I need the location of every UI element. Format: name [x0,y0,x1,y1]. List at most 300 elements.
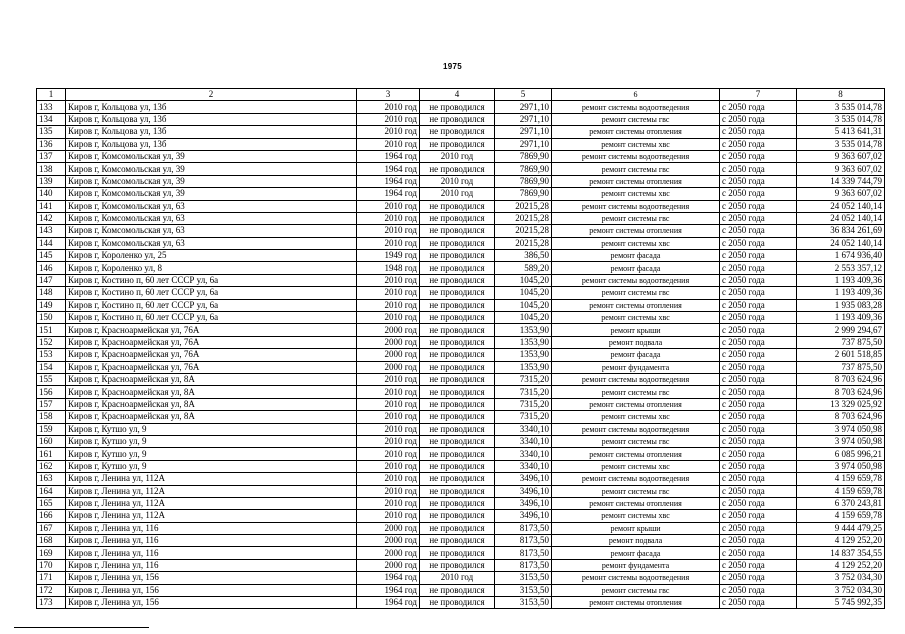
row-number: 145 [37,250,66,262]
table-row [37,287,885,299]
last-repair-cell: не проводился [420,312,495,324]
cost-cell: 6 370 243,81 [797,497,885,509]
row-number: 143 [37,225,66,237]
row-number: 159 [37,423,66,435]
last-repair-cell: не проводился [420,448,495,460]
work-type-cell: ремонт системы водоотведения [552,423,720,435]
cost-cell: 9 363 607,02 [797,150,885,162]
row-number: 154 [37,361,66,373]
build-year-cell: 2010 год [357,225,420,237]
cost-cell: 737 875,50 [797,361,885,373]
area-cell: 3153,50 [495,572,552,584]
work-type-cell: ремонт системы отопления [552,225,720,237]
last-repair-cell: не проводился [420,510,495,522]
area-cell: 1353,90 [495,324,552,336]
address-cell: Киров г, Ленина ул, 116 [66,522,357,534]
column-header-6: 6 [552,89,720,101]
area-cell: 2971,10 [495,101,552,113]
table-row [37,138,885,150]
build-year-cell: 2010 год [357,237,420,249]
area-cell: 3340,10 [495,423,552,435]
area-cell: 3340,10 [495,460,552,472]
build-year-cell: 2000 год [357,535,420,547]
work-type-cell: ремонт системы отопления [552,497,720,509]
address-cell: Киров г, Кольцова ул, 13б [66,113,357,125]
cost-cell: 737 875,50 [797,336,885,348]
planned-period-cell: с 2050 года [720,138,797,150]
row-number: 142 [37,212,66,224]
build-year-cell: 2010 год [357,448,420,460]
table-row [37,200,885,212]
last-repair-cell: не проводился [420,200,495,212]
table-row [37,250,885,262]
area-cell: 1045,20 [495,299,552,311]
planned-period-cell: с 2050 года [720,150,797,162]
cost-cell: 1 193 409,36 [797,287,885,299]
cost-cell: 9 363 607,02 [797,163,885,175]
row-number: 162 [37,460,66,472]
page-number: 1975 [443,62,462,71]
planned-period-cell: с 2050 года [720,250,797,262]
planned-period-cell: с 2050 года [720,547,797,559]
area-cell: 3153,50 [495,584,552,596]
area-cell: 3153,50 [495,597,552,609]
area-cell: 2971,10 [495,138,552,150]
planned-period-cell: с 2050 года [720,200,797,212]
cost-cell: 2 999 294,67 [797,324,885,336]
address-cell: Киров г, Кутшо ул, 9 [66,423,357,435]
last-repair-cell: не проводился [420,597,495,609]
cost-cell: 4 129 252,20 [797,535,885,547]
row-number: 167 [37,522,66,534]
column-header-7: 7 [720,89,797,101]
row-number: 157 [37,398,66,410]
row-number: 173 [37,597,66,609]
planned-period-cell: с 2050 года [720,336,797,348]
work-type-cell: ремонт системы водоотведения [552,473,720,485]
build-year-cell: 1964 год [357,584,420,596]
last-repair-cell: не проводился [420,324,495,336]
header-row [37,89,885,101]
address-cell: Киров г, Красноармейская ул, 8А [66,398,357,410]
planned-period-cell: с 2050 года [720,101,797,113]
work-type-cell: ремонт системы хвс [552,460,720,472]
table-row [37,423,885,435]
table-row [37,584,885,596]
last-repair-cell: не проводился [420,237,495,249]
area-cell: 8173,50 [495,547,552,559]
work-type-cell: ремонт системы гвс [552,584,720,596]
area-cell: 7869,90 [495,163,552,175]
area-cell: 20215,28 [495,225,552,237]
build-year-cell: 2000 год [357,522,420,534]
build-year-cell: 2000 год [357,547,420,559]
cost-cell: 5 745 992,35 [797,597,885,609]
footer-divider [14,627,149,628]
planned-period-cell: с 2050 года [720,163,797,175]
last-repair-cell: не проводился [420,113,495,125]
work-type-cell: ремонт фундамента [552,559,720,571]
cost-cell: 14 339 744,79 [797,175,885,187]
planned-period-cell: с 2050 года [720,299,797,311]
build-year-cell: 2010 год [357,460,420,472]
table-row [37,324,885,336]
table-row [37,547,885,559]
work-type-cell: ремонт системы водоотведения [552,373,720,385]
column-header-2: 2 [66,89,357,101]
work-type-cell: ремонт крыши [552,324,720,336]
address-cell: Киров г, Комсомольская ул, 63 [66,212,357,224]
work-type-cell: ремонт системы гвс [552,163,720,175]
cost-cell: 24 052 140,14 [797,237,885,249]
address-cell: Киров г, Комсомольская ул, 39 [66,175,357,187]
table-row [37,299,885,311]
planned-period-cell: с 2050 года [720,473,797,485]
cost-cell: 24 052 140,14 [797,200,885,212]
area-cell: 3340,10 [495,448,552,460]
work-type-cell: ремонт системы гвс [552,435,720,447]
last-repair-cell: не проводился [420,349,495,361]
cost-cell: 9 363 607,02 [797,188,885,200]
cost-cell: 3 974 050,98 [797,460,885,472]
build-year-cell: 1964 год [357,572,420,584]
row-number: 146 [37,262,66,274]
address-cell: Киров г, Красноармейская ул, 8А [66,373,357,385]
row-number: 168 [37,535,66,547]
planned-period-cell: с 2050 года [720,510,797,522]
table-row [37,262,885,274]
row-number: 164 [37,485,66,497]
table-row [37,373,885,385]
last-repair-cell: не проводился [420,398,495,410]
work-type-cell: ремонт фасада [552,250,720,262]
build-year-cell: 1964 год [357,188,420,200]
planned-period-cell: с 2050 года [720,597,797,609]
cost-cell: 24 052 140,14 [797,212,885,224]
work-type-cell: ремонт системы водоотведения [552,150,720,162]
work-type-cell: ремонт системы отопления [552,398,720,410]
row-number: 134 [37,113,66,125]
table-row [37,150,885,162]
area-cell: 1353,90 [495,349,552,361]
row-number: 166 [37,510,66,522]
address-cell: Киров г, Кутшо ул, 9 [66,435,357,447]
address-cell: Киров г, Костино п, 60 лет СССР ул, 6а [66,299,357,311]
column-header-8: 8 [797,89,885,101]
table-row [37,175,885,187]
cost-cell: 9 444 479,25 [797,522,885,534]
cost-cell: 3 535 014,78 [797,113,885,125]
address-cell: Киров г, Красноармейская ул, 76А [66,336,357,348]
build-year-cell: 2000 год [357,336,420,348]
last-repair-cell: не проводился [420,460,495,472]
build-year-cell: 2010 год [357,497,420,509]
cost-cell: 3 752 034,30 [797,572,885,584]
address-cell: Киров г, Комсомольская ул, 39 [66,188,357,200]
address-cell: Киров г, Комсомольская ул, 39 [66,150,357,162]
build-year-cell: 2010 год [357,312,420,324]
work-type-cell: ремонт системы хвс [552,138,720,150]
planned-period-cell: с 2050 года [720,435,797,447]
table-row [37,535,885,547]
planned-period-cell: с 2050 года [720,312,797,324]
planned-period-cell: с 2050 года [720,423,797,435]
repair-schedule-table [36,88,885,609]
build-year-cell: 2010 год [357,485,420,497]
address-cell: Киров г, Кутшо ул, 9 [66,460,357,472]
table-row [37,163,885,175]
build-year-cell: 2010 год [357,113,420,125]
cost-cell: 3 974 050,98 [797,423,885,435]
area-cell: 7869,90 [495,188,552,200]
cost-cell: 36 834 261,69 [797,225,885,237]
build-year-cell: 2010 год [357,373,420,385]
last-repair-cell: не проводился [420,423,495,435]
address-cell: Киров г, Красноармейская ул, 76А [66,361,357,373]
cost-cell: 8 703 624,96 [797,373,885,385]
last-repair-cell: не проводился [420,373,495,385]
build-year-cell: 1964 год [357,175,420,187]
planned-period-cell: с 2050 года [720,460,797,472]
row-number: 172 [37,584,66,596]
work-type-cell: ремонт системы гвс [552,485,720,497]
table-row [37,411,885,423]
cost-cell: 13 329 025,92 [797,398,885,410]
work-type-cell: ремонт системы водоотведения [552,572,720,584]
area-cell: 8173,50 [495,535,552,547]
last-repair-cell: 2010 год [420,188,495,200]
table-row [37,188,885,200]
build-year-cell: 2010 год [357,200,420,212]
column-header-3: 3 [357,89,420,101]
address-cell: Киров г, Комсомольская ул, 63 [66,225,357,237]
address-cell: Киров г, Ленина ул, 156 [66,597,357,609]
row-number: 160 [37,435,66,447]
table-row [37,386,885,398]
table-body [37,101,885,609]
planned-period-cell: с 2050 года [720,361,797,373]
area-cell: 7315,20 [495,398,552,410]
build-year-cell: 2010 год [357,101,420,113]
address-cell: Киров г, Комсомольская ул, 63 [66,237,357,249]
last-repair-cell: не проводился [420,138,495,150]
row-number: 137 [37,150,66,162]
last-repair-cell: не проводился [420,386,495,398]
build-year-cell: 2000 год [357,349,420,361]
last-repair-cell: не проводился [420,361,495,373]
table-row [37,336,885,348]
planned-period-cell: с 2050 года [720,225,797,237]
last-repair-cell: 2010 год [420,175,495,187]
work-type-cell: ремонт системы отопления [552,597,720,609]
area-cell: 8173,50 [495,522,552,534]
area-cell: 2971,10 [495,126,552,138]
planned-period-cell: с 2050 года [720,485,797,497]
planned-period-cell: с 2050 года [720,386,797,398]
build-year-cell: 2010 год [357,411,420,423]
address-cell: Киров г, Ленина ул, 116 [66,559,357,571]
build-year-cell: 2010 год [357,212,420,224]
cost-cell: 4 159 659,78 [797,485,885,497]
table-row [37,312,885,324]
row-number: 158 [37,411,66,423]
work-type-cell: ремонт фасада [552,547,720,559]
build-year-cell: 2010 год [357,299,420,311]
column-header-5: 5 [495,89,552,101]
build-year-cell: 2010 год [357,473,420,485]
area-cell: 3340,10 [495,435,552,447]
build-year-cell: 2000 год [357,361,420,373]
planned-period-cell: с 2050 года [720,175,797,187]
table-row [37,572,885,584]
row-number: 155 [37,373,66,385]
row-number: 139 [37,175,66,187]
area-cell: 8173,50 [495,559,552,571]
last-repair-cell: не проводился [420,559,495,571]
area-cell: 20215,28 [495,212,552,224]
build-year-cell: 2000 год [357,324,420,336]
work-type-cell: ремонт фасада [552,262,720,274]
work-type-cell: ремонт системы гвс [552,212,720,224]
cost-cell: 14 837 354,55 [797,547,885,559]
row-number: 133 [37,101,66,113]
last-repair-cell: 2010 год [420,572,495,584]
address-cell: Киров г, Ленина ул, 116 [66,547,357,559]
planned-period-cell: с 2050 года [720,535,797,547]
row-number: 149 [37,299,66,311]
build-year-cell: 2010 год [357,138,420,150]
work-type-cell: ремонт системы водоотведения [552,200,720,212]
last-repair-cell: не проводился [420,225,495,237]
address-cell: Киров г, Короленко ул, 8 [66,262,357,274]
last-repair-cell: не проводился [420,435,495,447]
address-cell: Киров г, Костино п, 60 лет СССР ул, 6а [66,312,357,324]
build-year-cell: 2010 год [357,386,420,398]
planned-period-cell: с 2050 года [720,448,797,460]
work-type-cell: ремонт системы гвс [552,287,720,299]
area-cell: 589,20 [495,262,552,274]
row-number: 152 [37,336,66,348]
planned-period-cell: с 2050 года [720,522,797,534]
column-header-4: 4 [420,89,495,101]
cost-cell: 3 752 034,30 [797,584,885,596]
row-number: 169 [37,547,66,559]
last-repair-cell: не проводился [420,473,495,485]
work-type-cell: ремонт системы хвс [552,510,720,522]
last-repair-cell: не проводился [420,535,495,547]
last-repair-cell: не проводился [420,212,495,224]
area-cell: 1045,20 [495,312,552,324]
cost-cell: 3 535 014,78 [797,138,885,150]
build-year-cell: 2000 год [357,559,420,571]
table-row [37,435,885,447]
cost-cell: 5 413 641,31 [797,126,885,138]
work-type-cell: ремонт системы водоотведения [552,274,720,286]
table-row [37,460,885,472]
last-repair-cell: не проводился [420,262,495,274]
area-cell: 20215,28 [495,200,552,212]
area-cell: 386,50 [495,250,552,262]
work-type-cell: ремонт системы гвс [552,386,720,398]
planned-period-cell: с 2050 года [720,559,797,571]
address-cell: Киров г, Костино п, 60 лет СССР ул, 6а [66,287,357,299]
build-year-cell: 2010 год [357,126,420,138]
address-cell: Киров г, Красноармейская ул, 76А [66,324,357,336]
cost-cell: 2 553 357,12 [797,262,885,274]
table-row [37,349,885,361]
last-repair-cell: не проводился [420,547,495,559]
area-cell: 3496,10 [495,497,552,509]
table-row [37,559,885,571]
address-cell: Киров г, Кутшо ул, 9 [66,448,357,460]
planned-period-cell: с 2050 года [720,398,797,410]
table-row [37,398,885,410]
area-cell: 7315,20 [495,386,552,398]
row-number: 136 [37,138,66,150]
area-cell: 20215,28 [495,237,552,249]
work-type-cell: ремонт системы хвс [552,411,720,423]
work-type-cell: ремонт системы хвс [552,237,720,249]
planned-period-cell: с 2050 года [720,113,797,125]
area-cell: 7315,20 [495,411,552,423]
address-cell: Киров г, Комсомольская ул, 63 [66,200,357,212]
table-row [37,225,885,237]
row-number: 141 [37,200,66,212]
table-row [37,473,885,485]
last-repair-cell: не проводился [420,485,495,497]
work-type-cell: ремонт крыши [552,522,720,534]
row-number: 153 [37,349,66,361]
table-row [37,126,885,138]
planned-period-cell: с 2050 года [720,212,797,224]
address-cell: Киров г, Ленина ул, 112А [66,485,357,497]
table-row [37,361,885,373]
address-cell: Киров г, Кольцова ул, 13б [66,126,357,138]
address-cell: Киров г, Кольцова ул, 13б [66,101,357,113]
row-number: 144 [37,237,66,249]
last-repair-cell: не проводился [420,274,495,286]
cost-cell: 1 193 409,36 [797,274,885,286]
build-year-cell: 1964 год [357,597,420,609]
row-number: 163 [37,473,66,485]
table-row [37,485,885,497]
cost-cell: 3 974 050,98 [797,435,885,447]
work-type-cell: ремонт фасада [552,349,720,361]
row-number: 148 [37,287,66,299]
address-cell: Киров г, Ленина ул, 116 [66,535,357,547]
area-cell: 7315,20 [495,373,552,385]
work-type-cell: ремонт подвала [552,336,720,348]
build-year-cell: 2010 год [357,435,420,447]
last-repair-cell: не проводился [420,126,495,138]
build-year-cell: 1948 год [357,262,420,274]
last-repair-cell: не проводился [420,101,495,113]
address-cell: Киров г, Ленина ул, 156 [66,572,357,584]
table-row [37,522,885,534]
table-row [37,113,885,125]
planned-period-cell: с 2050 года [720,497,797,509]
column-header-1: 1 [37,89,66,101]
address-cell: Киров г, Красноармейская ул, 8А [66,386,357,398]
last-repair-cell: не проводился [420,287,495,299]
work-type-cell: ремонт системы гвс [552,113,720,125]
table-row [37,237,885,249]
last-repair-cell: не проводился [420,336,495,348]
work-type-cell: ремонт подвала [552,535,720,547]
row-number: 138 [37,163,66,175]
last-repair-cell: не проводился [420,497,495,509]
table-row [37,510,885,522]
